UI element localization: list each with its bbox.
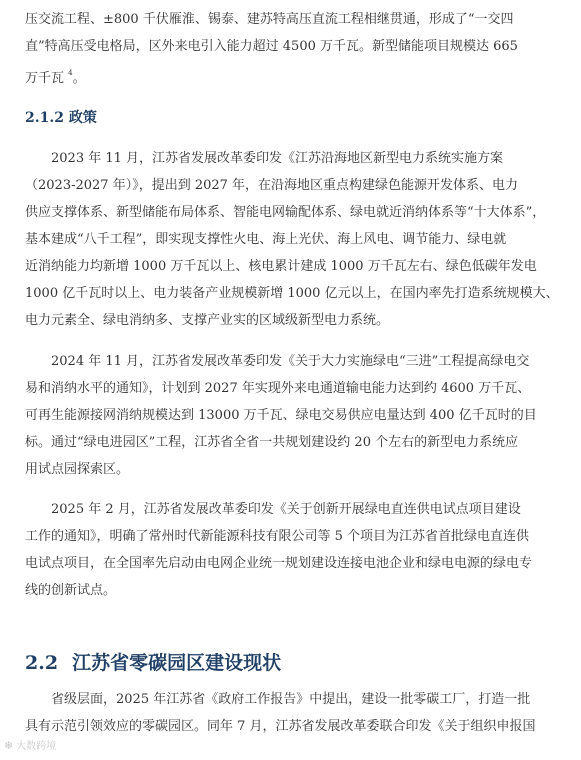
section-heading-2-1-2 [25,107,97,127]
paragraph-line: 可再生能源接网消纳规模达到 13000 万千瓦、绿电交易供应电量达到 400 亿千瓦时的目 [25,408,537,423]
paragraph-line: 线的创新试点。 [25,583,117,598]
paragraph-line: 基本建成“八千工程”，即实现支撑性火电、海上光伏、海上风电、调节能力、绿电就 [25,232,507,247]
section-number: 2.1.2 [25,110,64,126]
footnote-reference[interactable]: 4 [68,69,73,77]
paragraph-line: 用试点园探索区。 [25,462,130,477]
paragraph-line: 2025 年 2 月，江苏省发展改革委印发《关于创新开展绿电直连供电试点项目建设 [51,502,521,517]
paragraph-line: 具有示范引领效应的零碳园区。同年 7 月，江苏省发展改革委联合印发《关于组织申报国 [25,719,536,734]
paragraph-line: 工作的通知》，明确了常州时代新能源科技有限公司等 5 个项目为江苏省首批绿电直连供 [25,529,530,544]
section-title: 政策 [68,110,97,126]
snowflake-logo-icon: ❄ [4,739,14,752]
watermark [4,737,56,752]
section-heading-2-2 [25,648,281,675]
intro-line-text: 万千瓦 [25,71,65,86]
paragraph-line: 近消纳能力均新增 1000 万千瓦以上、核电累计建成 1000 万千瓦左右、绿色低碳年发电 [25,259,537,274]
policy-paragraph-2024 [25,348,565,483]
intro-line: 压交流工程、±800 千伏雁淮、锡泰、建苏特高压直流工程相继贯通，形成了“一交四 [25,12,514,27]
paragraph-line: （2023-2027 年）》，提出到 2027 年，在沿海地区重点构建绿色能源开发体系、电力 [25,178,519,193]
paragraph-line: 2024 年 11 月，江苏省发展改革委印发《关于大力实施绿电“三进”工程提高绿电交 [51,354,530,369]
section-number: 2.2 [25,652,59,674]
paragraph-line: 易和消纳水平的通知》，计划到 2027 年实现外来电通道输电能力达到约 4600 万千瓦、 [25,381,531,396]
paragraph-line: 1000 亿千瓦时以上、电力装备产业规模新增 1000 亿元以上，在国内率先打造系统规模大、 [25,286,559,301]
intro-line [25,60,565,92]
paragraph-line: 电力元素全、绿电消纳多、支撑产业实的区域级新型电力系统。 [25,313,390,328]
paragraph-line: 省级层面，2025 年江苏省《政府工作报告》中提出，建设一批零碳工厂，打造一批 [51,692,531,707]
intro-line-end: 。 [72,71,86,86]
paragraph-line: 供应支撑体系、新型储能布局体系、智能电网输配体系、绿电就近消纳体系等“十大体系”， [25,205,546,220]
watermark-text: 大数跨境 [16,741,57,752]
policy-paragraph-2025 [25,496,565,604]
policy-paragraph-2023 [25,145,565,334]
intro-paragraph [25,6,565,92]
paragraph-line: 电试点项目，在全国率先启动由电网企业统一规划建设连接电池企业和绿电电源的绿电专 [25,556,533,571]
intro-line: 直”特高压受电格局，区外来电引入能力超过 4500 万千瓦。新型储能项目规模达 665 [25,39,518,54]
paragraph-line: 2023 年 11 月，江苏省发展改革委印发《江苏沿海地区新型电力系统实施方案 [51,151,504,166]
section-title: 江苏省零碳园区建设现状 [72,652,282,674]
zero-carbon-paragraph [25,686,565,740]
paragraph-line: 标。通过“绿电进园区”工程，江苏省全省一共规划建设约 20 个左右的新型电力系统应 [25,435,519,450]
